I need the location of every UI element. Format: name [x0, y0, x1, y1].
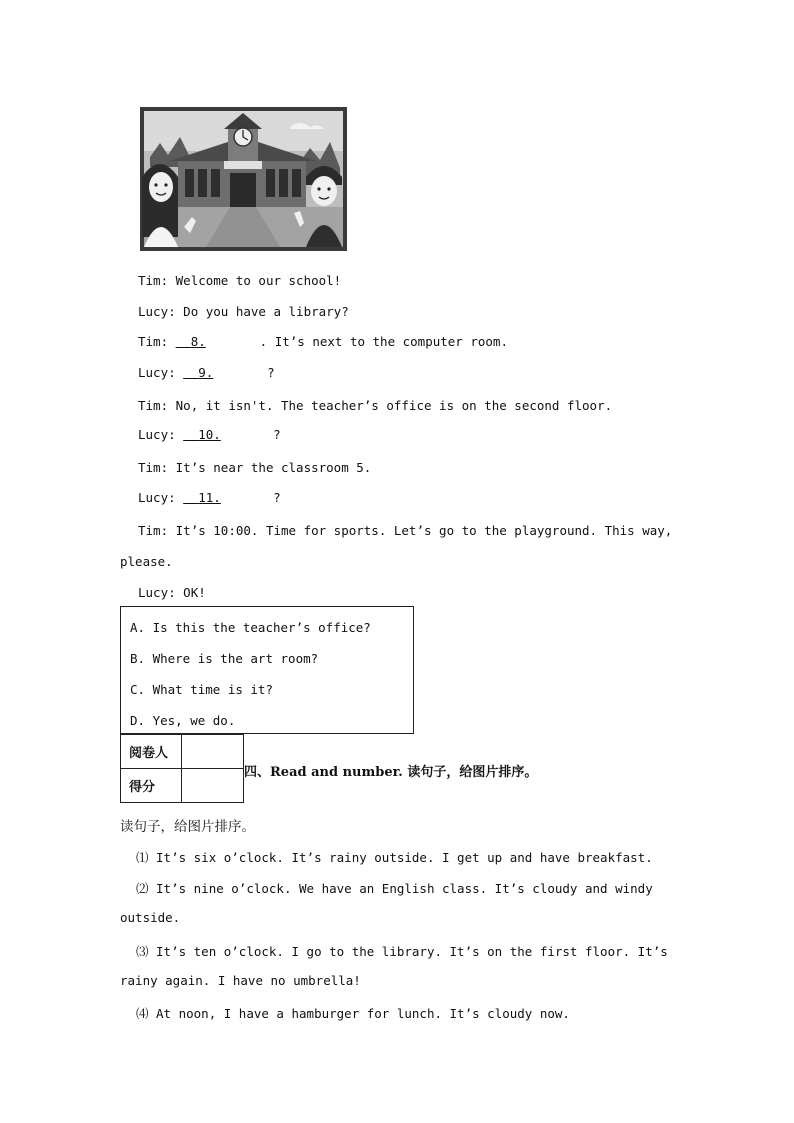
- speaker: Tim:: [138, 460, 169, 475]
- blank-number: 10.: [198, 427, 221, 442]
- score-cell[interactable]: [182, 769, 244, 803]
- dialog-text: Do you have a library?: [183, 304, 349, 319]
- dialog-line: [138, 365, 275, 380]
- score-label: 得分: [121, 769, 182, 803]
- blank-number: 8.: [190, 334, 206, 349]
- dialog-line: [138, 427, 281, 442]
- dialog-text: ?: [273, 427, 281, 442]
- sentence-3-cont: rainy again. I have no umbrella!: [120, 973, 361, 988]
- dialog-line: [138, 273, 341, 288]
- dialog-line: [138, 490, 281, 505]
- reviewer-cell[interactable]: [182, 735, 244, 769]
- speaker: Lucy:: [138, 490, 176, 505]
- sentence-1: ⑴ It’s six o’clock. It’s rainy outside. I get up and have breakfast.: [136, 850, 653, 865]
- section-instruction: 读句子，给图片排序。: [120, 819, 255, 835]
- dialog-line: [138, 334, 508, 349]
- dialog-text: ?: [273, 490, 281, 505]
- dialog-line: [138, 398, 612, 413]
- speaker: Tim:: [138, 523, 169, 538]
- option-d[interactable]: D. Yes, we do.: [130, 713, 236, 728]
- section-heading: 四、Read and number. 读句子，给图片排序。: [244, 765, 538, 780]
- dialog-text: OK!: [183, 585, 206, 600]
- dialog-text: please.: [120, 554, 173, 569]
- answer-blank-10[interactable]: [183, 427, 273, 442]
- option-c[interactable]: C. What time is it?: [130, 682, 273, 697]
- sentence-3: ⑶ It’s ten o’clock. I go to the library. It’s on the first floor. It’s: [136, 944, 668, 959]
- score-table: [120, 734, 244, 803]
- dialog-text: . It’s next to the computer room.: [259, 334, 508, 349]
- dialog-line: [138, 304, 349, 319]
- dialog-line: [138, 585, 206, 600]
- option-b[interactable]: B. Where is the art room?: [130, 651, 319, 666]
- dialog-line: [120, 554, 173, 569]
- dialog-text: It’s 10:00. Time for sports. Let’s go to the playground. This way,: [175, 523, 673, 538]
- answer-blank-9[interactable]: [183, 365, 267, 380]
- sentence-2: ⑵ It’s nine o’clock. We have an English class. It’s cloudy and windy: [136, 881, 653, 896]
- dialog-text: It’s near the classroom 5.: [175, 460, 372, 475]
- sentence-2-cont: outside.: [120, 910, 181, 925]
- blank-number: 9.: [198, 365, 214, 380]
- option-a[interactable]: A. Is this the teacher’s office?: [130, 620, 371, 635]
- speaker: Lucy:: [138, 304, 176, 319]
- reviewer-label: 阅卷人: [121, 735, 182, 769]
- speaker: Lucy:: [138, 427, 176, 442]
- dialog-text: No, it isn't. The teacher’s office is on the second floor.: [175, 398, 613, 413]
- sentence-4: ⑷ At noon, I have a hamburger for lunch. It’s cloudy now.: [136, 1006, 570, 1021]
- dialog-text: ?: [267, 365, 275, 380]
- answer-blank-8[interactable]: [176, 334, 260, 349]
- speaker: Tim:: [138, 334, 169, 349]
- dialog-line: [138, 523, 672, 538]
- dialog-line: [138, 460, 371, 475]
- blank-number: 11.: [198, 490, 221, 505]
- options-box: [120, 606, 414, 734]
- speaker: Lucy:: [138, 585, 176, 600]
- answer-blank-11[interactable]: [183, 490, 273, 505]
- speaker: Tim:: [138, 273, 169, 288]
- dialog-text: Welcome to our school!: [175, 273, 342, 288]
- speaker: Tim:: [138, 398, 169, 413]
- school-illustration: [140, 107, 347, 251]
- speaker: Lucy:: [138, 365, 176, 380]
